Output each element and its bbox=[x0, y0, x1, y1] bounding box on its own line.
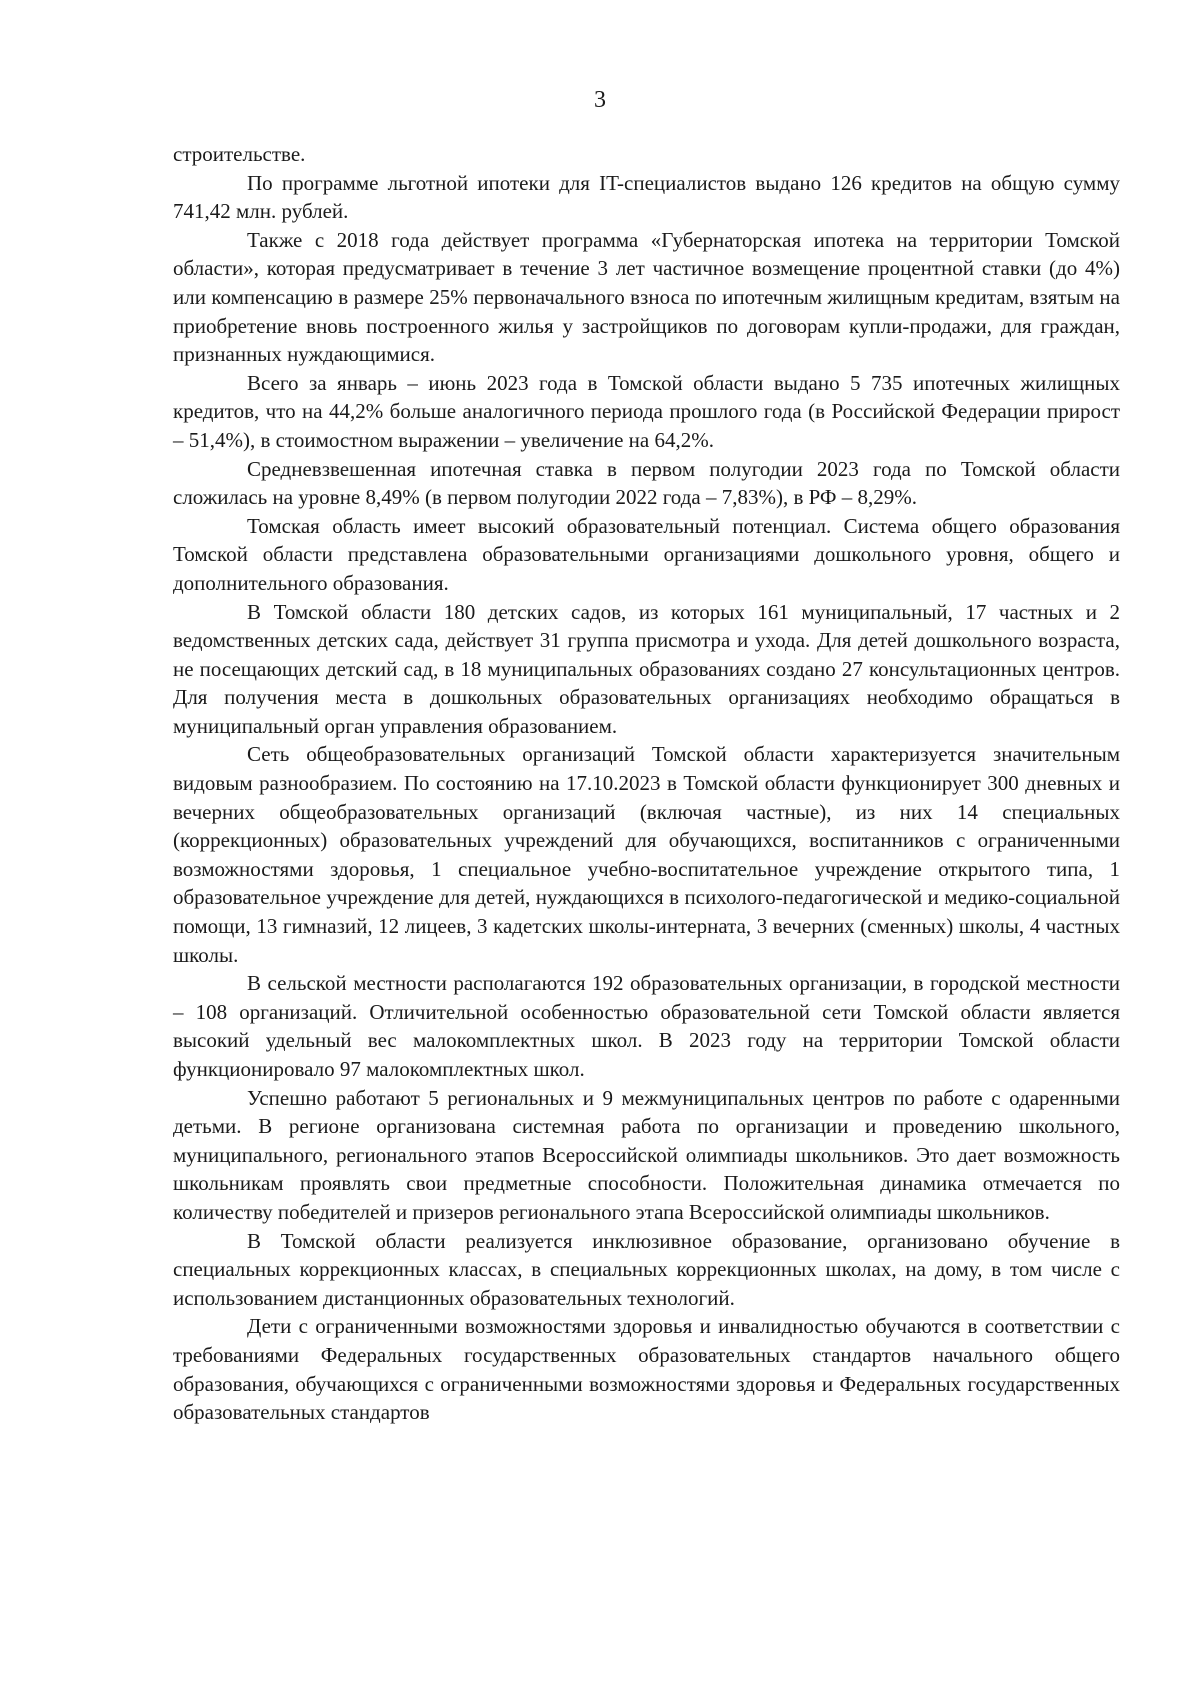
paragraph-rural-schools: В сельской местности располагаются 192 образовательных организации, в городской местности – 108 организаций. Отличительной особенностью образовательной сети Томской области является высокий удельный вес малокомплектных школ. В 2023 году на территории Томской области функционировало 97 малокомплектных школ. bbox=[173, 971, 1120, 1081]
paragraph-kindergartens: В Томской области 180 детских садов, из которых 161 муниципальный, 17 частных и 2 ведомственных детских сада, действует 31 группа присмотра и ухода. Для детей дошкольного возраста, не посещающих детский сад, в 18 муниципальных образованиях создано 27 консультационных центров. Для получения места в дошкольных образовательных организациях необходимо обращаться в муниципальный орган управления образованием. bbox=[173, 599, 1120, 738]
page-number: 3 bbox=[594, 87, 606, 113]
paragraph-school-network: Сеть общеобразовательных организаций Томской области характеризуется значительным видовым разнообразием. По состоянию на 17.10.2023 в Томской области функционирует 300 дневных и вечерних общеобразовательных организаций (включая частные), из них 14 специальных (коррекционных) образовательных учреждений для обучающихся, воспитанников с ограниченными возможностями здоровья, 1 специальное учебно-воспитательное учреждение открытого типа, 1 образовательное учреждение для детей, нуждающихся в психолого-педагогической и медико-социальной помощи, 13 гимназий, 12 лицеев, 3 кадетских школы-интерната, 3 вечерних (сменных) школы, 4 частных школы. bbox=[173, 742, 1120, 967]
paragraph-governor-mortgage: Также с 2018 года действует программа «Губернаторская ипотека на территории Томской области», которая предусматривает в течение 3 лет частичное возмещение процентной ставки (до 4%) или компенсацию в размере 25% первоначального взноса по ипотечным жилищным кредитам, взятым на приобретение вновь построенного жилья у застройщиков по договорам купли-продажи, для граждан, признанных нуждающимися. bbox=[173, 227, 1120, 367]
paragraph-gifted-children: Успешно работают 5 региональных и 9 межмуниципальных центров по работе с одаренными детьми. В регионе организована системная работа по организации и проведению школьного, муниципального, регионального этапов Всероссийской олимпиады школьников. Это дает возможность школьникам проявлять свои предметные способности. Положительная динамика отмечается по количеству победителей и призеров регионального этапа Всероссийской олимпиады школьников. bbox=[173, 1085, 1120, 1224]
paragraph-mortgage-rate: Средневзвешенная ипотечная ставка в первом полугодии 2023 года по Томской области сложилась на уровне 8,49% (в первом полугодии 2022 года – 7,83%), в РФ – 8,29%. bbox=[173, 456, 1120, 510]
paragraph-disabled-children: Дети с ограниченными возможностями здоровья и инвалидностью обучаются в соответствии с требованиями Федеральных государственных образовательных стандартов начального общего образования, обучающихся с ограниченными возможностями здоровья и Федеральных государственных образовательных стандартов bbox=[173, 1314, 1120, 1425]
paragraph-mortgage-stats: Всего за январь – июнь 2023 года в Томской области выдано 5 735 ипотечных жилищных кредитов, что на 44,2% больше аналогичного периода прошлого года (в Российской Федерации прирост – 51,4%), в стоимостном выражении – увеличение на 64,2%. bbox=[173, 370, 1120, 452]
document-body bbox=[173, 140, 1120, 1427]
paragraph-education-potential: Томская область имеет высокий образовательный потенциал. Система общего образования Томской области представлена образовательными организациями дошкольного уровня, общего и дополнительного образования. bbox=[173, 513, 1120, 595]
paragraph-it-mortgage: По программе льготной ипотеки для IT-специалистов выдано 126 кредитов на общую сумму 741,42 млн. рублей. bbox=[173, 170, 1120, 224]
paragraph-inclusive-education: В Томской области реализуется инклюзивное образование, организовано обучение в специальных коррекционных классах, в специальных коррекционных школах, на дому, в том числе с использованием дистанционных образовательных технологий. bbox=[173, 1228, 1120, 1310]
paragraph-continuation: строительстве. bbox=[173, 142, 306, 166]
